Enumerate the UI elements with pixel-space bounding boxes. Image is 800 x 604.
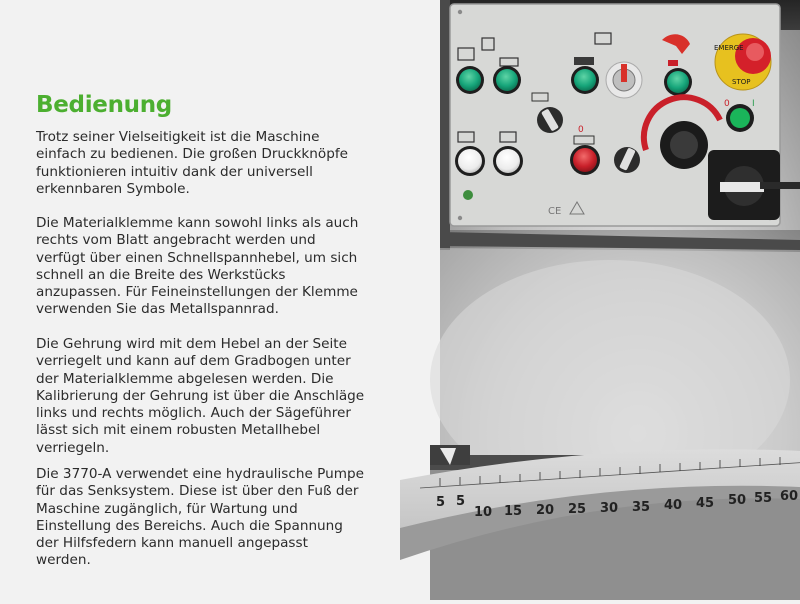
emergency-label-bottom: STOP: [732, 78, 751, 86]
paragraph-3: Die Gehrung wird mit dem Hebel an der Seite verriegelt und kann auf dem Gradbogen unter der Materialklemme abgelesen werden. Die Kalibrierung der Gehrung ist über die Anschläge links und rechts möglich. Auch der Sägeführer lässt sich mit einem robusten Metallhebel verriegeln.: [36, 336, 365, 456]
svg-text:25: 25: [568, 502, 587, 517]
speed-knob: [606, 62, 642, 98]
off-label-1: 0: [724, 99, 730, 109]
svg-text:10: 10: [474, 505, 493, 520]
paragraph-4: Die 3770-A verwendet eine hydraulische Pumpe für das Senksystem. Diese ist über den Fuß der Maschine zugänglich, für Wartung und Einstellung des Bereichs. Auch die Spannung der Hilfsfedern kann manuell angepasst werden.: [36, 466, 364, 569]
off-label-2: 0: [578, 125, 584, 135]
emergency-stop-button: [714, 34, 771, 90]
on-label-1: I: [752, 99, 755, 109]
svg-text:15: 15: [504, 504, 523, 519]
svg-text:60: 60: [780, 489, 799, 504]
emergency-label-top: EMERGE: [714, 44, 744, 52]
ce-mark: CE: [548, 206, 562, 217]
svg-text:5: 5: [436, 495, 446, 510]
page-title: Bedienung: [36, 92, 172, 118]
svg-text:40: 40: [664, 498, 683, 513]
svg-text:20: 20: [536, 503, 555, 518]
svg-text:35: 35: [632, 500, 651, 515]
svg-text:55: 55: [754, 491, 773, 506]
paragraph-1: Trotz seiner Vielseitigkeit ist die Maschine einfach zu bedienen. Die großen Druckknöpfe funktionieren intuitiv dank der universell erkennbaren Symbole.: [36, 129, 348, 197]
svg-text:30: 30: [600, 501, 619, 516]
selector-switch-2: [614, 147, 640, 173]
svg-text:45: 45: [696, 496, 715, 511]
svg-text:50: 50: [728, 493, 747, 508]
paragraph-2: Die Materialklemme kann sowohl links als auch rechts vom Blatt angebracht werden und verfügt über einen Schnellspannhebel, um sich schnell an die Breite des Werkstücks anzupassen. Für Feineinstellungen der Klemme verwenden Sie das Metallspannrad.: [36, 215, 359, 318]
machine-illustration: [436, 0, 800, 600]
machine-photo: [436, 0, 800, 600]
svg-text:5: 5: [456, 494, 466, 509]
